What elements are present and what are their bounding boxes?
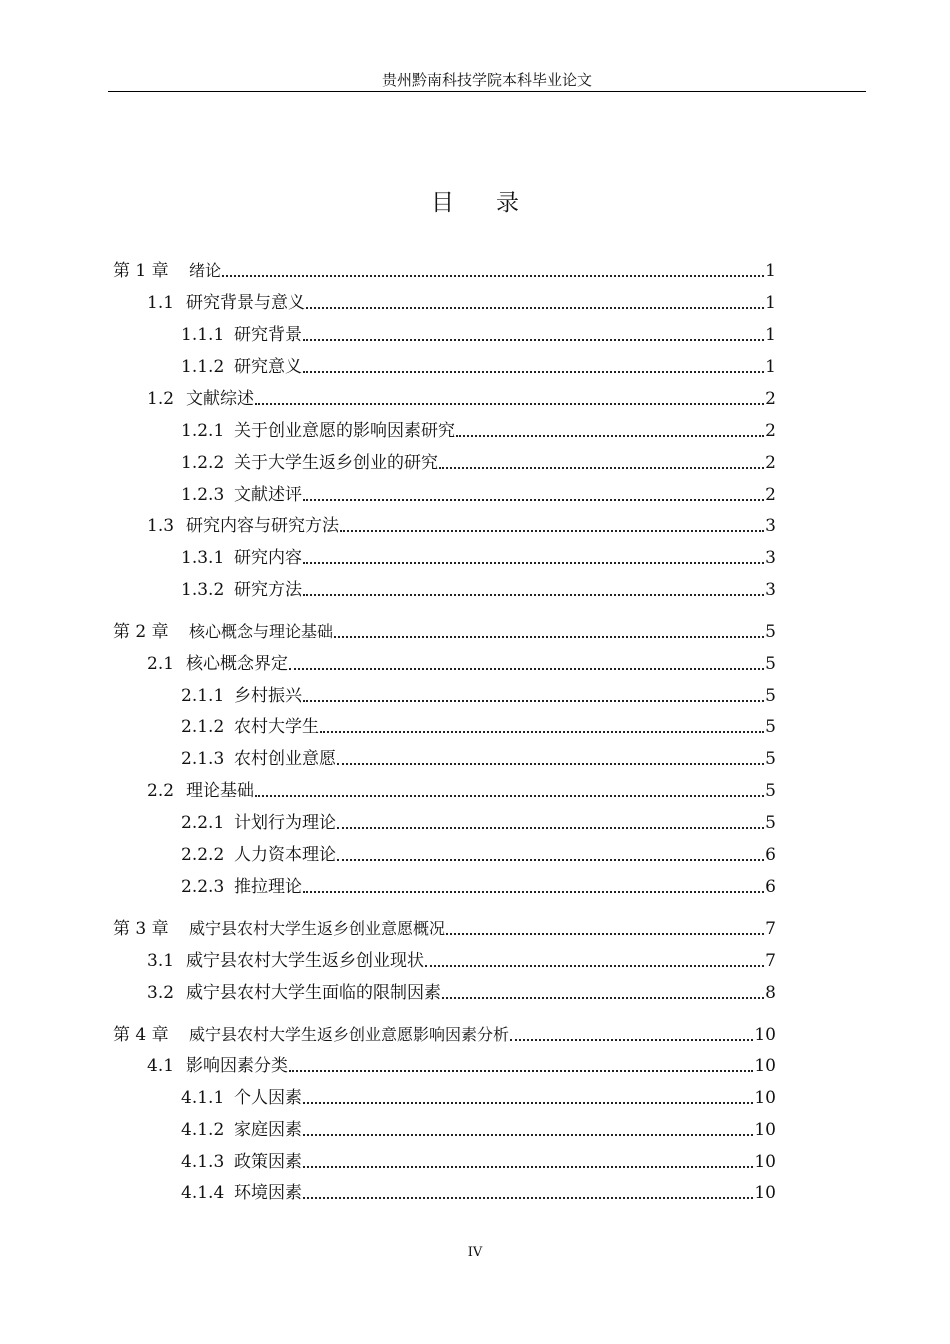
toc-dot-leader: [303, 594, 764, 596]
toc-dot-leader: [289, 668, 764, 670]
toc-entry-number: 4.1.1: [181, 1088, 225, 1108]
toc-dot-leader: [303, 1134, 753, 1136]
toc-entry-page: 5: [765, 622, 776, 642]
toc-dot-leader: [337, 763, 764, 765]
toc-entry-number: 2.1.3: [181, 749, 225, 769]
toc-subsection-entry[interactable]: [181, 416, 776, 442]
toc-title: 目录: [431, 190, 561, 216]
toc-dot-leader: [446, 933, 764, 935]
toc-section-entry[interactable]: [147, 946, 776, 972]
toc-section-entry[interactable]: [147, 776, 776, 802]
toc-dot-leader: [303, 1102, 753, 1104]
toc-dot-leader: [425, 965, 764, 967]
toc-dot-leader: [456, 435, 764, 437]
toc-section-entry[interactable]: [147, 1051, 776, 1077]
toc-entry-title: 研究意义: [234, 357, 302, 377]
toc-entry-page: 2: [765, 485, 776, 505]
header-rule: [108, 91, 866, 92]
toc-dot-leader: [303, 499, 764, 501]
toc-entry-title: 环境因素: [234, 1183, 302, 1203]
page-number: IV: [467, 1245, 483, 1260]
toc-entry-title: 威宁县农村大学生返乡创业现状: [186, 951, 424, 971]
toc-entry-page: 10: [754, 1152, 776, 1172]
toc-entry-number: 4.1.2: [181, 1120, 225, 1140]
toc-dot-leader: [340, 530, 764, 532]
toc-entry-title: 研究方法: [234, 580, 302, 600]
toc-entry-number: 1.1: [147, 293, 175, 313]
toc-entry-title: 政策因素: [234, 1152, 302, 1172]
toc-entry-page: 3: [765, 516, 776, 536]
toc-subsection-entry[interactable]: [181, 320, 776, 346]
toc-entry-number: 第 4 章: [113, 1025, 169, 1045]
toc-entry-page: 10: [754, 1183, 776, 1203]
toc-subsection-entry[interactable]: [181, 1178, 776, 1204]
toc-entry-page: 10: [754, 1120, 776, 1140]
toc-entry-number: 2.1.2: [181, 717, 225, 737]
toc-entry-number: 2.1: [147, 654, 175, 674]
toc-entry-number: 2.2.1: [181, 813, 225, 833]
toc-entry-title: 核心概念界定: [186, 654, 288, 674]
toc-entry-number: 1.2.1: [181, 421, 225, 441]
toc-subsection-entry[interactable]: [181, 1083, 776, 1109]
toc-dot-leader: [337, 859, 764, 861]
toc-dot-leader: [303, 339, 764, 341]
toc-dot-leader: [303, 891, 764, 893]
toc-subsection-entry[interactable]: [181, 840, 776, 866]
toc-entry-page: 2: [765, 389, 776, 409]
toc-chapter-entry[interactable]: [113, 256, 776, 282]
toc-entry-number: 3.1: [147, 951, 175, 971]
toc-entry-title: 农村创业意愿: [234, 749, 336, 769]
toc-entry-number: 4.1.3: [181, 1152, 225, 1172]
toc-dot-leader: [442, 997, 764, 999]
toc-subsection-entry[interactable]: [181, 480, 776, 506]
toc-entry-title: 推拉理论: [234, 877, 302, 897]
toc-entry-number: 2.1.1: [181, 686, 225, 706]
toc-entry-page: 1: [765, 325, 776, 345]
toc-entry-title: 文献综述: [186, 389, 254, 409]
toc-entry-title: 威宁县农村大学生返乡创业意愿概况: [189, 919, 446, 938]
toc-entry-title: 理论基础: [186, 781, 254, 801]
toc-entry-number: 3.2: [147, 983, 175, 1003]
toc-chapter-entry[interactable]: [113, 1020, 776, 1046]
toc-section-entry[interactable]: [147, 384, 776, 410]
toc-entry-number: 1.3.1: [181, 548, 225, 568]
toc-entry-title: 计划行为理论: [234, 813, 336, 833]
toc-entry-title: 乡村振兴: [234, 686, 302, 706]
toc-entry-page: 10: [754, 1056, 776, 1076]
toc-entry-page: 1: [765, 357, 776, 377]
toc-subsection-entry[interactable]: [181, 744, 776, 770]
toc-entry-title: 研究内容: [234, 548, 302, 568]
toc-dot-leader: [510, 1039, 753, 1041]
toc-dot-leader: [222, 275, 764, 277]
toc-entry-page: 10: [754, 1088, 776, 1108]
toc-dot-leader: [303, 1197, 753, 1199]
toc-subsection-entry[interactable]: [181, 352, 776, 378]
toc-entry-page: 3: [765, 580, 776, 600]
toc-dot-leader: [320, 731, 764, 733]
toc-entry-number: 1.1.1: [181, 325, 225, 345]
toc-subsection-entry[interactable]: [181, 1115, 776, 1141]
toc-subsection-entry[interactable]: [181, 808, 776, 834]
toc-entry-page: 1: [765, 261, 776, 281]
toc-entry-number: 1.2.3: [181, 485, 225, 505]
toc-section-entry[interactable]: [147, 511, 776, 537]
toc-chapter-entry[interactable]: [113, 914, 776, 940]
toc-dot-leader: [303, 562, 764, 564]
toc-chapter-entry[interactable]: [113, 617, 776, 643]
toc-entry-title: 研究内容与研究方法: [186, 516, 339, 536]
toc-entry-title: 核心概念与理论基础: [189, 622, 334, 641]
toc-subsection-entry[interactable]: [181, 575, 776, 601]
toc-entry-number: 4.1: [147, 1056, 175, 1076]
toc-dot-leader: [337, 827, 764, 829]
toc-dot-leader: [306, 307, 764, 309]
toc-entry-page: 6: [765, 877, 776, 897]
toc-subsection-entry[interactable]: [181, 712, 776, 738]
toc-entry-title: 农村大学生: [234, 717, 319, 737]
toc-entry-title: 绪论: [189, 261, 222, 280]
toc-entry-title: 关于大学生返乡创业的研究: [234, 453, 438, 473]
toc-entry-page: 2: [765, 421, 776, 441]
toc-section-entry[interactable]: [147, 649, 776, 675]
toc-dot-leader: [334, 636, 764, 638]
toc-entry-number: 1.2: [147, 389, 175, 409]
toc-entry-page: 1: [765, 293, 776, 313]
toc-entry-page: 5: [765, 781, 776, 801]
toc-section-entry[interactable]: [147, 288, 776, 314]
toc-entry-title: 文献述评: [234, 485, 302, 505]
toc-entry-number: 2.2: [147, 781, 175, 801]
toc-entry-page: 7: [765, 919, 776, 939]
toc-entry-page: 5: [765, 686, 776, 706]
toc-entry-number: 1.1.2: [181, 357, 225, 377]
toc-entry-title: 个人因素: [234, 1088, 302, 1108]
toc-entry-number: 2.2.2: [181, 845, 225, 865]
toc-entry-page: 6: [765, 845, 776, 865]
toc-subsection-entry[interactable]: [181, 1147, 776, 1173]
toc-entry-page: 10: [754, 1025, 776, 1045]
toc-dot-leader: [255, 795, 764, 797]
toc-entry-title: 威宁县农村大学生面临的限制因素: [186, 983, 441, 1003]
toc-entry-number: 2.2.3: [181, 877, 225, 897]
toc-entry-number: 第 3 章: [113, 919, 169, 939]
toc-entry-page: 5: [765, 717, 776, 737]
toc-entry-title: 影响因素分类: [186, 1056, 288, 1076]
toc-subsection-entry[interactable]: [181, 872, 776, 898]
toc-entry-number: 1.3: [147, 516, 175, 536]
toc-entry-title: 威宁县农村大学生返乡创业意愿影响因素分析: [189, 1025, 510, 1044]
toc-subsection-entry[interactable]: [181, 681, 776, 707]
toc-entry-title: 人力资本理论: [234, 845, 336, 865]
toc-entry-page: 5: [765, 749, 776, 769]
toc-dot-leader: [289, 1070, 753, 1072]
toc-dot-leader: [303, 700, 764, 702]
toc-entry-page: 5: [765, 813, 776, 833]
toc-section-entry[interactable]: [147, 978, 776, 1004]
toc-subsection-entry[interactable]: [181, 543, 776, 569]
toc-entry-page: 8: [765, 983, 776, 1003]
toc-entry-title: 研究背景: [234, 325, 302, 345]
toc-dot-leader: [303, 371, 764, 373]
toc-entry-title: 研究背景与意义: [186, 293, 305, 313]
toc-entry-title: 家庭因素: [234, 1120, 302, 1140]
toc-entry-title: 关于创业意愿的影响因素研究: [234, 421, 455, 441]
toc-entry-number: 1.2.2: [181, 453, 225, 473]
toc-dot-leader: [255, 403, 764, 405]
toc-entry-number: 1.3.2: [181, 580, 225, 600]
toc-entry-number: 4.1.4: [181, 1183, 225, 1203]
toc-entry-page: 5: [765, 654, 776, 674]
toc-subsection-entry[interactable]: [181, 448, 776, 474]
toc-dot-leader: [303, 1166, 753, 1168]
toc-entry-page: 7: [765, 951, 776, 971]
running-header: 贵州黔南科技学院本科毕业论文: [381, 71, 592, 89]
toc-entry-page: 3: [765, 548, 776, 568]
toc-entry-number: 第 2 章: [113, 622, 169, 642]
toc-entry-number: 第 1 章: [113, 261, 169, 281]
toc-dot-leader: [439, 467, 764, 469]
toc-entry-page: 2: [765, 453, 776, 473]
